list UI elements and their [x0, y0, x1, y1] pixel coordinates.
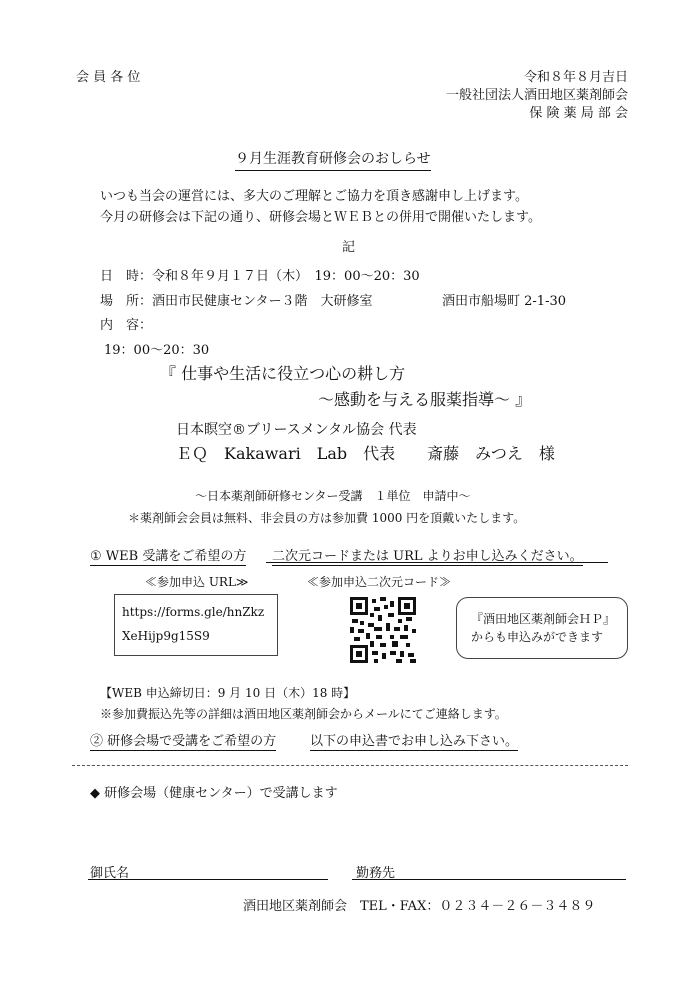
credit-note: 〜日本薬剤師研修センター受講 １単位 申請中〜 [195, 489, 471, 503]
lecture-title-line-1: 『 仕事や生活に役立つ心の耕し方 [160, 364, 406, 383]
venue-heading-description: 以下の申込書でお申し込み下さい。 [310, 730, 518, 751]
date-label: 日 時： [100, 269, 153, 284]
web-heading-description: 二次元コードまたは URL よりお申し込みください。 [272, 545, 583, 566]
name-field[interactable] [88, 879, 328, 880]
workplace-label: 勤務先 [356, 866, 396, 881]
hp-note-line-1: 『酒田地区薬剤師会ＨＰ』 [471, 612, 616, 626]
place-label: 場 所： [100, 294, 153, 309]
url-line-2[interactable]: XeHijp9g15S9 [122, 629, 210, 643]
url-box[interactable] [114, 594, 278, 656]
speaker-line-1: 日本瞑空®ブリースメンタル協会 代表 [176, 422, 417, 438]
venue-heading: ② 研修会場で受講をご希望の方 [90, 730, 276, 751]
hp-note-line-2: からも申込みができます [471, 630, 604, 644]
web-heading-underline [266, 562, 608, 563]
hp-note-box [456, 597, 628, 659]
intro-line-1: いつも当会の運営には、多大のご理解とご協力を頂き感謝申し上げます。 [100, 189, 528, 204]
date-row [100, 265, 420, 284]
department-name: 保 険 薬 局 部 会 [529, 106, 628, 121]
page-title: ９月生涯教育研修会のおしらせ [235, 148, 431, 171]
name-label: 御氏名 [90, 866, 130, 881]
workplace-field[interactable] [352, 879, 626, 880]
url-line-1[interactable]: https://forms.gle/hnZkz [122, 605, 265, 619]
content-time: 19：00〜20：30 [104, 343, 210, 358]
issue-date: 令和８年８月吉日 [523, 70, 628, 85]
place-address: 酒田市船場町 2-1-30 [442, 294, 567, 309]
footer-contact: 酒田地区薬剤師会 TEL・FAX：０２３４－２６－３４８９ [243, 899, 596, 914]
recipient: 会 員 各 位 [76, 70, 141, 85]
content-label: 内 容： [100, 318, 153, 333]
qr-label: ≪参加申込二次元コード≫ [307, 575, 452, 589]
speaker-line-2: ＥＱ Kakawari Lab 代表 斎藤 みつえ 様 [176, 444, 555, 463]
qr-code[interactable] [350, 597, 416, 663]
fee-note: ＊薬剤師会会員は無料、非会員の方は参加費 1000 円を頂戴いたします。 [128, 511, 526, 525]
web-heading: ① WEB 受講をご希望の方 [90, 545, 246, 566]
place-row [100, 290, 373, 309]
lecture-title-line-2: 〜感動を与える服薬指導〜 』 [318, 390, 532, 409]
date-value: 令和８年９月１７日（木） 19：00〜20：30 [152, 269, 420, 284]
organization-name: 一般社団法人酒田地区薬剤師会 [445, 88, 628, 103]
fee-transfer-note: ※参加費振込先等の詳細は酒田地区薬剤師会からメールにてご連絡します。 [100, 707, 507, 721]
web-deadline: 【WEB 申込締切日：9 月 10 日（木）18 時】 [100, 686, 356, 700]
venue-attendance-check[interactable]: ◆ 研修会場（健康センター）で受講します [90, 786, 338, 801]
ki-mark: 記 [342, 240, 356, 255]
cut-line [72, 765, 628, 766]
place-value: 酒田市民健康センター３階 大研修室 [152, 294, 373, 309]
url-label: ≪参加申込 URL≫ [145, 575, 249, 589]
intro-line-2: 今月の研修会は下記の通り、研修会場とＷＥＢとの併用で開催いたします。 [100, 210, 541, 225]
